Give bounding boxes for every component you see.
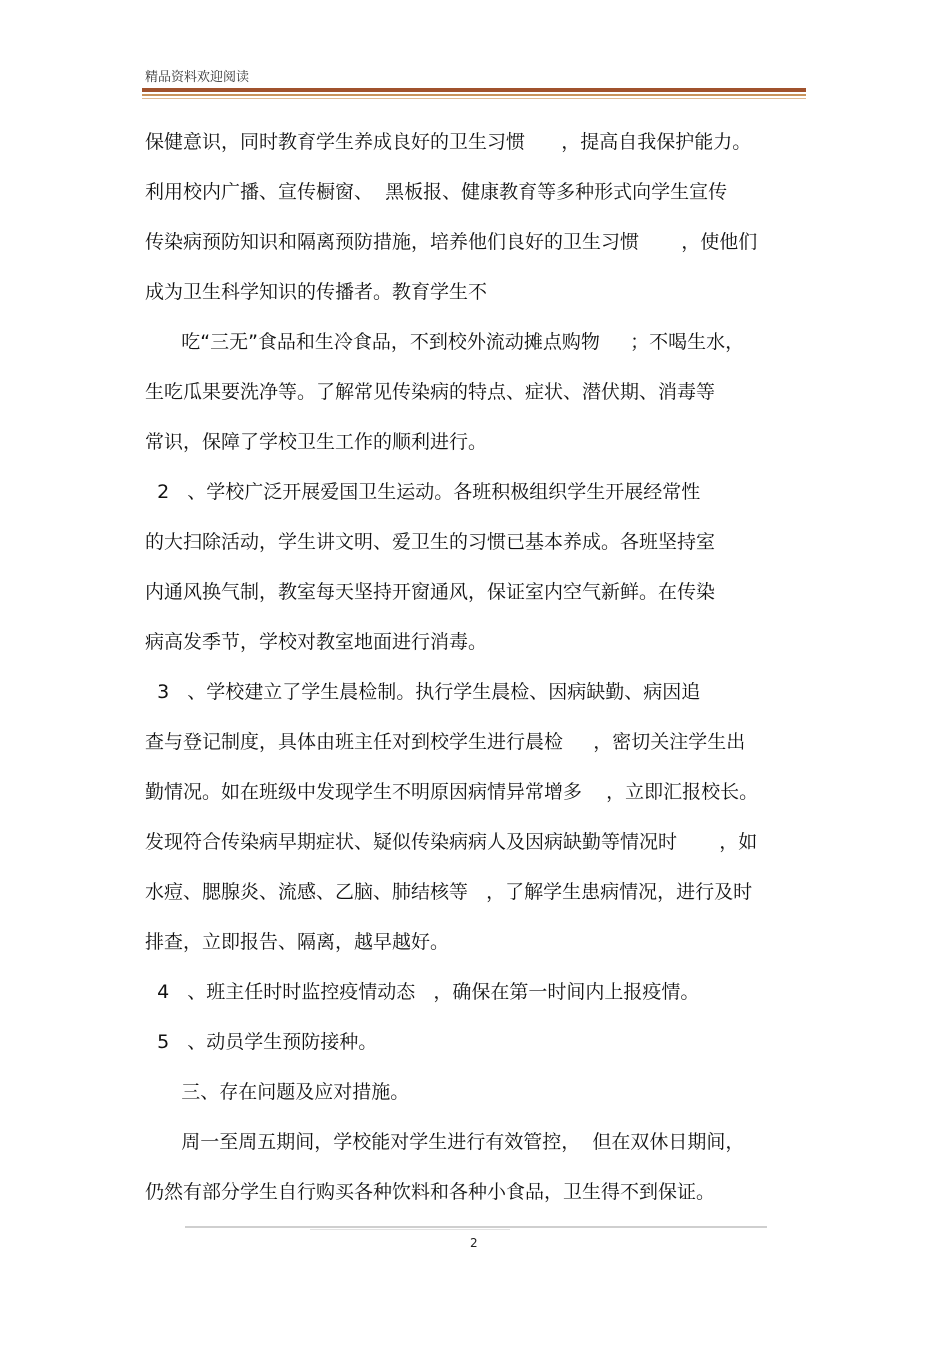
text-line: 常识，保障了学校卫生工作的顺利进行。 xyxy=(145,431,488,453)
text-line: 4 、班主任时时监控疫情动态 ，确保在第一时间内上报疫情。 xyxy=(145,981,700,1003)
text-line: 的大扫除活动，学生讲文明、爱卫生的习惯已基本养成。各班坚持室 xyxy=(145,531,716,553)
text-line: 仍然有部分学生自行购买各种饮料和各种小食品，卫生得不到保证。 xyxy=(145,1181,716,1203)
text-line: 病高发季节，学校对教室地面进行消毒。 xyxy=(145,631,488,653)
text-line: 传染病预防知识和隔离预防措施，培养他们良好的卫生习惯 ，使他们 xyxy=(145,231,758,253)
footer-rule xyxy=(185,1226,767,1228)
text-line: 2 、学校广泛开展爱国卫生运动。各班积极组织学生开展经常性 xyxy=(145,481,701,503)
text-line: 三、存在问题及应对措施。 xyxy=(145,1081,410,1103)
text-line: 周一至周五期间，学校能对学生进行有效管控， 但在双休日期间， xyxy=(145,1131,745,1153)
text-line: 保健意识，同时教育学生养成良好的卫生习惯 ，提高自我保护能力。 xyxy=(145,131,752,153)
text-line: 勤情况。如在班级中发现学生不明原因病情异常增多 ，立即汇报校长。 xyxy=(145,781,759,803)
page-number: 2 xyxy=(470,1236,478,1250)
page-header-label: 精品资料欢迎阅读 xyxy=(145,70,250,85)
text-line: 生吃瓜果要洗净等。了解常见传染病的特点、症状、潜伏期、消毒等 xyxy=(145,381,716,403)
text-line: 5 、动员学生预防接种。 xyxy=(145,1031,378,1053)
text-line: 内通风换气制，教室每天坚持开窗通风，保证室内空气新鲜。在传染 xyxy=(145,581,716,603)
text-line: 吃“三无”食品和生冷食品，不到校外流动摊点购物 ；不喝生水， xyxy=(145,331,745,353)
text-line: 3 、学校建立了学生晨检制。执行学生晨检、因病缺勤、病因追 xyxy=(145,681,701,703)
text-line: 水痘、腮腺炎、流感、乙脑、肺结核等 ，了解学生患病情况，进行及时 xyxy=(145,881,753,903)
header-rule-thick xyxy=(142,88,806,92)
text-line: 利用校内广播、宣传橱窗、 黑板报、健康教育等多种形式向学生宣传 xyxy=(145,181,728,203)
text-line: 排查，立即报告、隔离，越早越好。 xyxy=(145,931,450,953)
text-line: 查与登记制度，具体由班主任对到校学生进行晨检 ，密切关注学生出 xyxy=(145,731,746,753)
footer-rule-light xyxy=(310,1229,510,1230)
text-line: 发现符合传染病早期症状、疑似传染病病人及因病缺勤等情况时 ，如 xyxy=(145,831,758,853)
header-rule-mid xyxy=(142,94,806,96)
header-rule-thin xyxy=(142,98,806,99)
text-line: 成为卫生科学知识的传播者。教育学生不 xyxy=(145,281,488,303)
